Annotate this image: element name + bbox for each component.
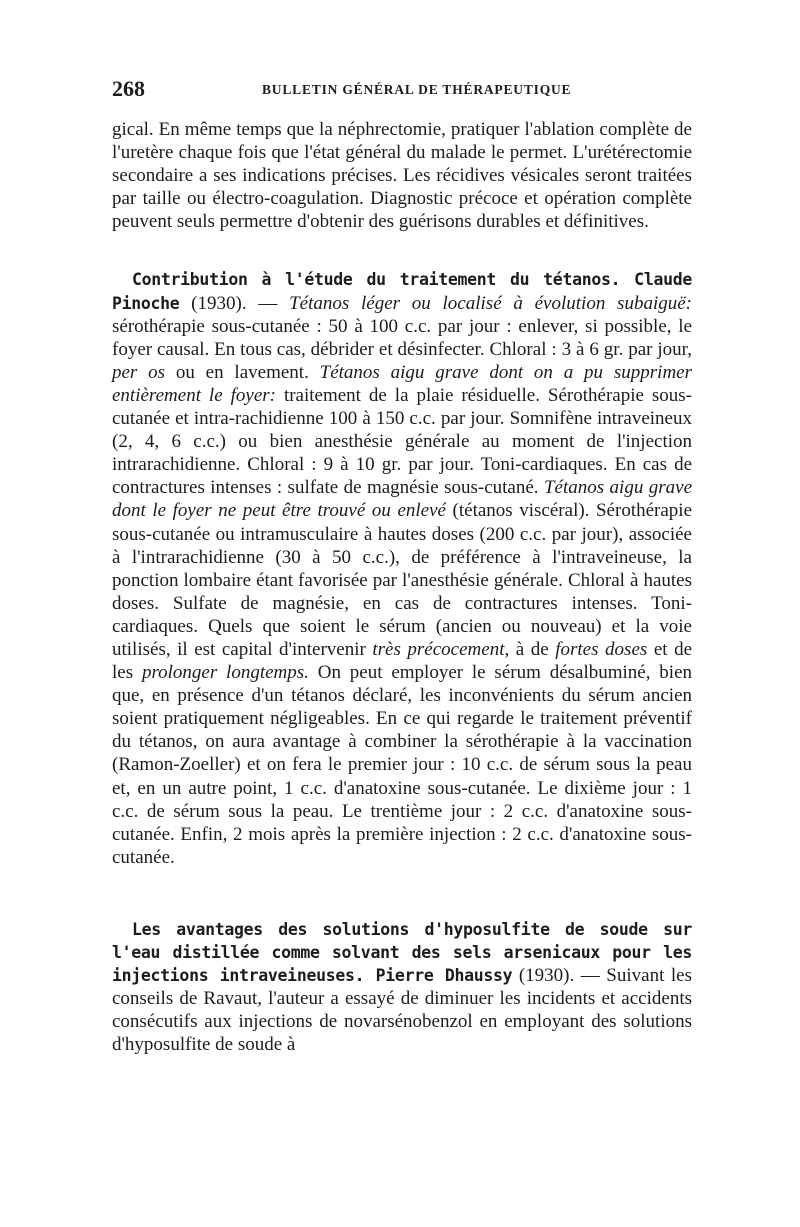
page-body (112, 118, 692, 1056)
abstract-text: traitement de la plaie résiduelle. Sérothérapie sous-cutanée et intra-rachidienne 100 à 150 c.c. par jour. Somnifène intraveineux (2, 4, 6 c.c.) ou bien anesthésie générale au moment de l'injection intrarachidienne. Chloral : 9 à 10 gr. par jour. Toni-cardiaques. En cas de contractures intenses : sulfate de magnésie sous-cutané. (112, 384, 693, 499)
paragraph-text: gical. En même temps que la néphrectomie, pratiquer l'ablation complète de l'uretère chaque fois que l'état général du malade le permet. L'urétérectomie secondaire a ses indications précises. Les récidives vésicales seront traitées par taille ou électro-coagulation. Diagnostic précoce et opération complète peuvent seuls permettre d'obtenir des guérisons durables et définitives. (112, 119, 692, 233)
abstract-title: Contribution à l'étude du traitement du tétanos. Claude Pinoche (112, 270, 692, 313)
page-header (112, 76, 692, 100)
paragraph-continued (112, 118, 692, 233)
italic-phrase: prolonger longtemps. (141, 662, 309, 684)
abstract-text: Suivant les conseils de Ravaut, l'auteur a essayé de diminuer les incidents et accidents consécutifs aux injections de novarsénobenzol en employant des solutions d'hyposulfite de soude à (112, 965, 692, 1056)
running-head: BULLETIN GÉNÉRAL DE THÉRAPEUTIQUE (262, 82, 572, 97)
abstract-text: On peut employer le sérum désalbuminé, bien que, en présence d'un tétanos déclaré, les inconvénients du sérum ancien soient pratiquement négligeables. En ce qui regarde le traitement préventif du tétanos, on aura avantage à combiner la sérothérapie à la vaccination (Ramon-Zoeller) et on fera le premier jour : 10 c.c. de sérum sous la peau et, en un autre point, 1 c.c. d'anatoxine sous-cutanée. Le dixième jour : 1 c.c. de sérum sous la peau. Le trentième jour : 2 c.c. d'anatoxine sous-cutanée. Enfin, 2 mois après la première injection : 2 c.c. d'anatoxine sous-cutanée. (112, 662, 693, 868)
abstract-year: (1930). — (179, 292, 290, 314)
italic-phrase: fortes doses (555, 638, 648, 660)
abstract-tetanos (112, 268, 692, 868)
italic-phrase: Tétanos aigu grave dont on a pu supprimer entièrement le foyer: (112, 361, 692, 406)
abstract-text: (tétanos viscéral). Sérothérapie sous-cutanée ou intramusculaire à hautes doses (200 c.c. par jour), associée à l'intrarachidienne (30 à 50 c.c.), de préférence à l'intraveineuse, la ponction lombaire étant favorisée par l'anesthésie générale. Chloral à hautes doses. Sulfate de magnésie, en cas de contractures intenses. Toni-cardiaques. Quels que soient le sérum (ancien ou nouveau) et la voie utilisés, il est capital d'intervenir (112, 500, 693, 660)
abstract-text: ou en lavement. (165, 361, 320, 383)
italic-phrase: per os (112, 361, 166, 383)
abstract-text: à de (509, 638, 556, 660)
abstract-text: sérothérapie sous-cutanée : 50 à 100 c.c. par jour : enlever, si possible, le foyer causal. En tous cas, débrider et désinfecter. Chloral : 3 à 6 gr. par jour, (112, 315, 692, 360)
abstract-title: Les avantages des solutions d'hyposulfite de soude sur l'eau distillée comme solvant des sels arsenicaux pour les injections intraveineuses. Pierre Dhaussy (112, 919, 692, 986)
abstract-year: (1930). — (512, 965, 607, 987)
abstract-text: et de les (112, 638, 693, 684)
italic-phrase: Tétanos léger ou localisé à évolution subaiguë: (289, 292, 692, 314)
page-number: 268 (112, 76, 145, 101)
italic-phrase: très précocement, (372, 638, 510, 660)
italic-phrase: Tétanos aigu grave dont le foyer ne peut être trouvé ou enlevé (112, 477, 692, 522)
abstract-hyposulfite (112, 918, 692, 1057)
